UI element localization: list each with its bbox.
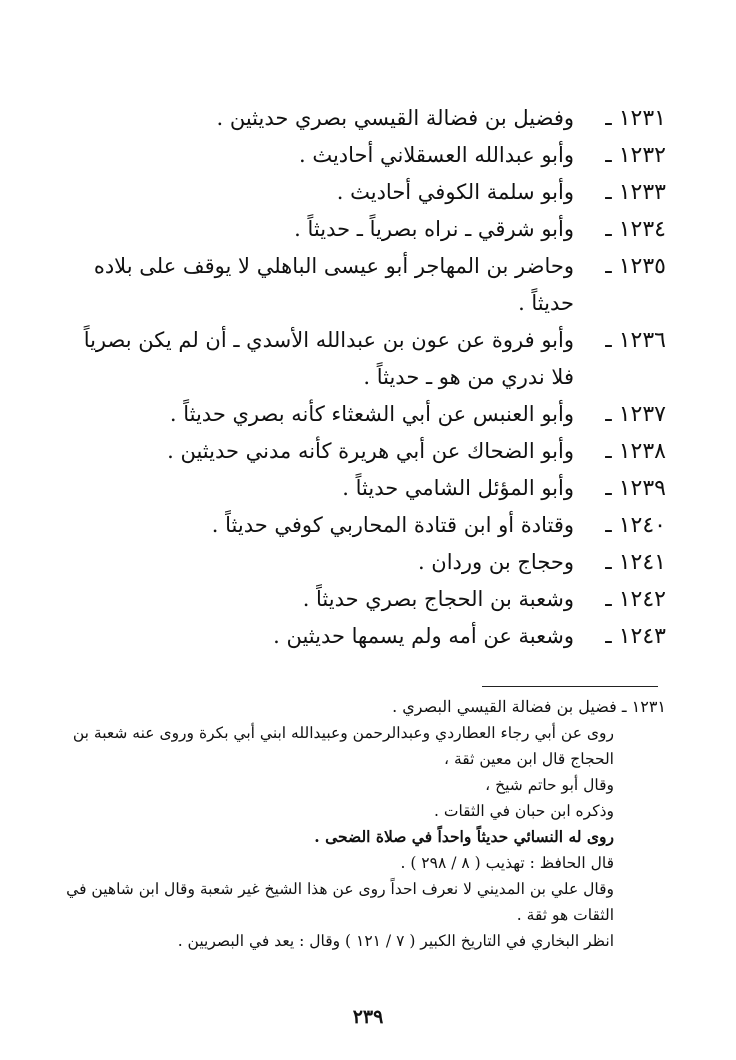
entry-text	[66, 322, 574, 396]
entry-number: ١٢٣٤ ـ	[605, 217, 666, 242]
entry-number: ١٢٣٩ ـ	[605, 476, 666, 501]
footnote-section	[66, 694, 666, 954]
entry-text	[66, 396, 574, 433]
footnote-heading: ١٢٣١ ـ فضيل بن فضالة القيسي البصري .	[392, 697, 666, 716]
entry-number: ١٢٣٨ ـ	[605, 439, 666, 464]
entry-1239	[66, 470, 666, 507]
entry-text	[66, 100, 574, 137]
entry-1237	[66, 396, 666, 433]
entry-line: حديثاً .	[518, 291, 574, 315]
page-number: ٢٣٩	[352, 1006, 384, 1028]
entry-number: ١٢٤٢ ـ	[605, 587, 666, 612]
entry-1241	[66, 544, 666, 581]
entry-text	[66, 581, 574, 618]
entry-1243	[66, 618, 666, 655]
entry-number: ١٢٣٢ ـ	[605, 143, 666, 168]
footnote-divider	[482, 686, 658, 687]
entry-text	[66, 211, 574, 248]
entry-line: وقتادة أو ابن قتادة المحاربي كوفي حديثاً .	[211, 513, 574, 537]
entry-line: وأبو الضحاك عن أبي هريرة كأنه مدني حديثين .	[167, 439, 574, 463]
entry-1240	[66, 507, 666, 544]
entry-1238	[66, 433, 666, 470]
entry-line: وأبو المؤئل الشامي حديثاً .	[342, 476, 574, 500]
entry-text	[66, 174, 574, 211]
entry-number: ١٢٤٠ ـ	[605, 513, 666, 538]
entry-number: ١٢٤١ ـ	[605, 550, 666, 575]
footnote-line: الحجاج قال ابن معين ثقة ،	[444, 750, 614, 768]
entry-text	[66, 470, 574, 507]
entry-number: ١٢٣٣ ـ	[605, 180, 666, 205]
entry-number: ١٢٣٦ ـ	[605, 328, 666, 353]
entry-text	[66, 433, 574, 470]
entry-line: وأبو عبدالله العسقلاني أحاديث .	[298, 143, 574, 167]
footnote-line: الثقات هو ثقة .	[516, 906, 614, 924]
entry-line: وفضيل بن فضالة القيسي بصري حديثين .	[216, 106, 574, 130]
footnote-line: وذكره ابن حبان في الثقات .	[434, 802, 614, 820]
entry-1233	[66, 174, 666, 211]
entry-1234	[66, 211, 666, 248]
footnote-line: قال الحافظ : تهذيب ( ٨ / ٢٩٨ ) .	[400, 854, 614, 872]
entry-line: وشعبة عن أمه ولم يسمها حديثين .	[273, 624, 574, 648]
entry-number: ١٢٣١ ـ	[605, 106, 666, 131]
entry-1232	[66, 137, 666, 174]
entry-text	[66, 544, 574, 581]
entry-line: وأبو فروة عن عون بن عبدالله الأسدي ـ أن لم يكن بصرياً	[83, 328, 574, 352]
entry-number: ١٢٤٣ ـ	[605, 624, 666, 649]
entry-line: وحاضر بن المهاجر أبو عيسى الباهلي لا يوقف على بلاده	[93, 254, 574, 278]
entry-1236	[66, 322, 666, 396]
entry-1242	[66, 581, 666, 618]
footnote-line: روى عن أبي رجاء العطاردي وعبدالرحمن وعبيدالله ابني أبي بكرة وروى عنه شعبة بن	[72, 724, 614, 742]
entry-line: وشعبة بن الحجاج بصري حديثاً .	[302, 587, 574, 611]
footnote-line: وقال أبو حاتم شيخ ،	[485, 776, 614, 794]
entry-text	[66, 618, 574, 655]
entry-line: وأبو العنبس عن أبي الشعثاء كأنه بصري حديثاً .	[169, 402, 574, 426]
footnote-line: وقال علي بن المديني لا نعرف احداً روى عن هذا الشيخ غير شعبة وقال ابن شاهين في	[66, 880, 614, 898]
footnote-body	[66, 720, 666, 954]
entry-1235	[66, 248, 666, 322]
entry-1231	[66, 100, 666, 137]
footnote-line: انظر البخاري في التاريخ الكبير ( ٧ / ١٢١ ) وقال : يعد في البصريين .	[177, 932, 614, 950]
entry-number: ١٢٣٥ ـ	[605, 254, 666, 279]
entry-line: وأبو سلمة الكوفي أحاديث .	[336, 180, 574, 204]
entries-list	[66, 100, 666, 655]
entry-line: وأبو شرقي ـ نراه بصرياً ـ حديثاً .	[294, 217, 574, 241]
footnote-line: روى له النسائي حديثاً واحداً في صلاة الضحى .	[314, 827, 614, 846]
entry-text	[66, 137, 574, 174]
entry-text	[66, 248, 574, 322]
entry-text	[66, 507, 574, 544]
entry-number: ١٢٣٧ ـ	[605, 402, 666, 427]
entry-line: فلا ندري من هو ـ حديثاً .	[363, 365, 574, 389]
entry-line: وحجاج بن وردان .	[417, 550, 574, 574]
